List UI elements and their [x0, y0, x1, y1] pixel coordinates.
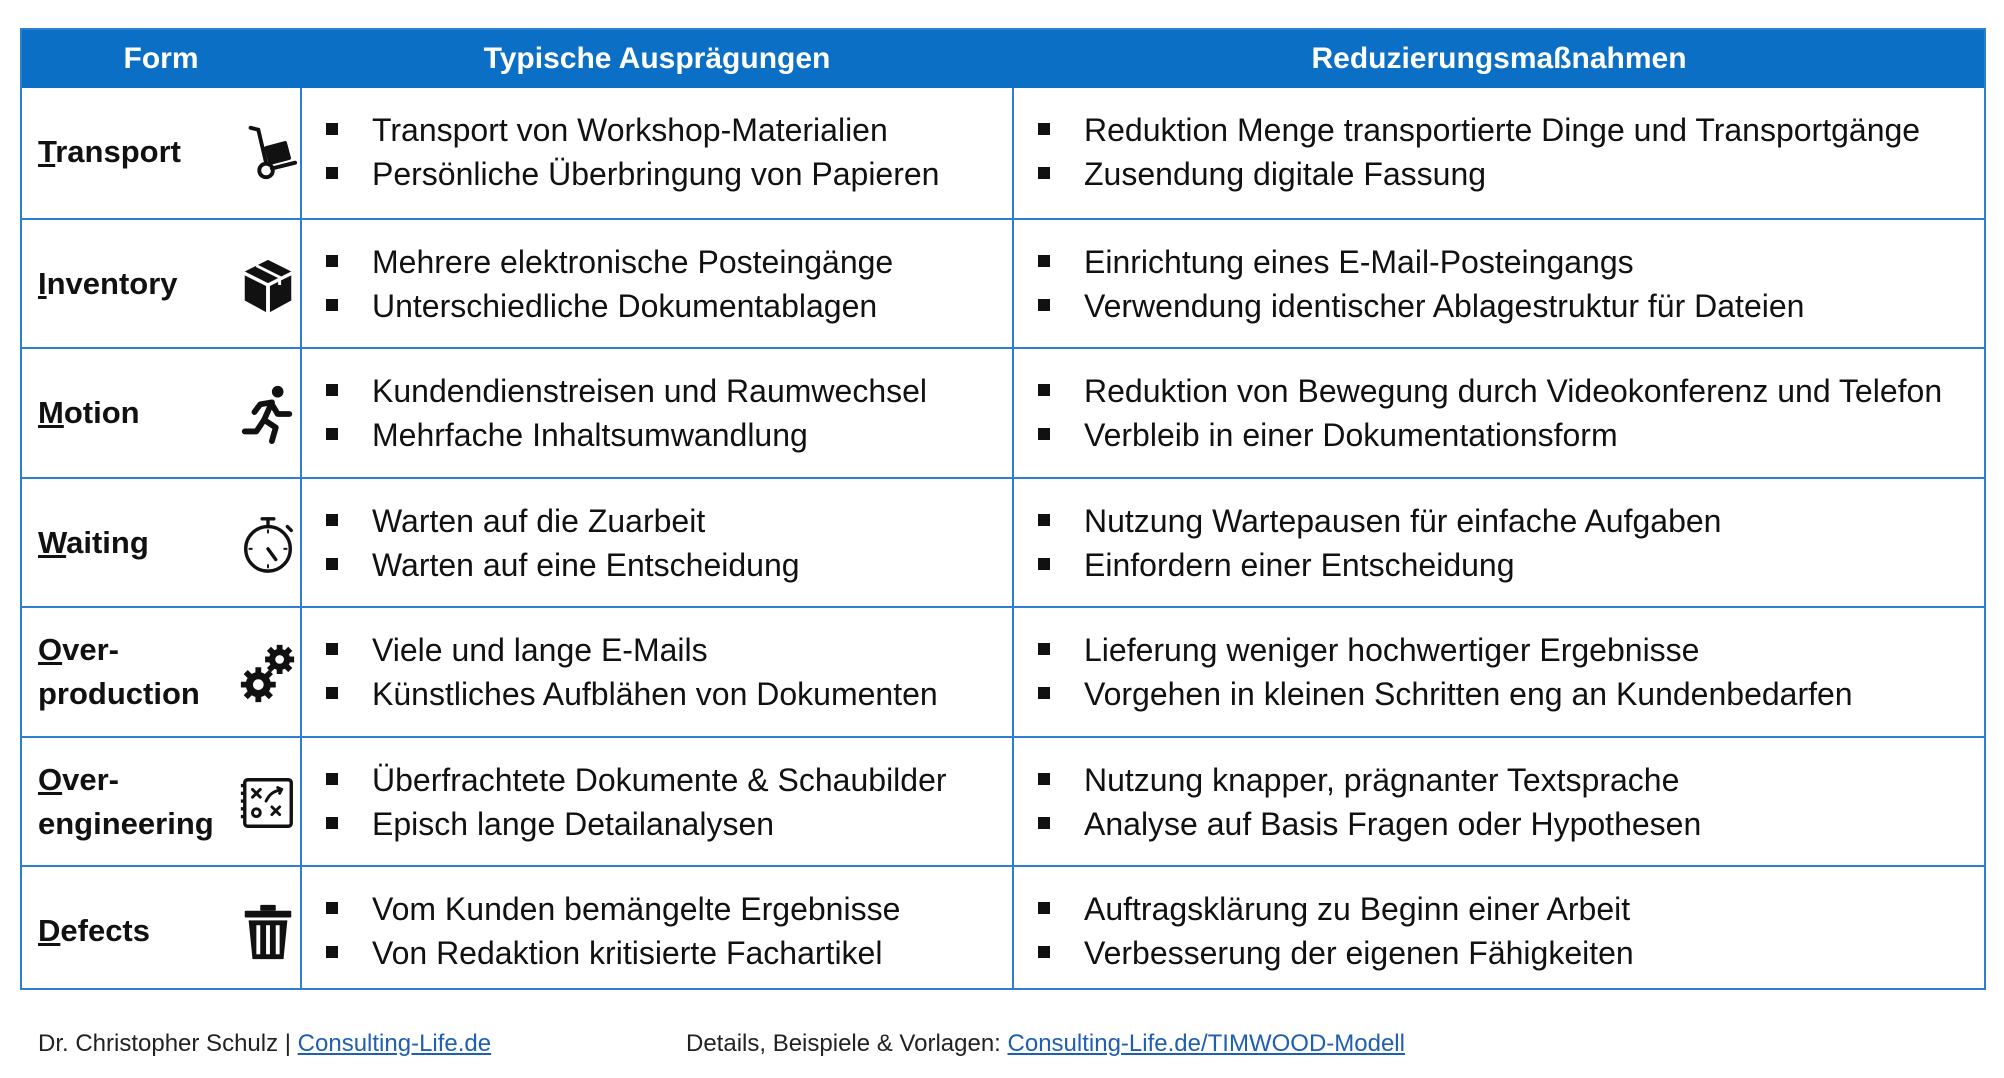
- measure-item: Nutzung Wartepausen für einfache Aufgaben: [1036, 499, 1721, 543]
- author-link[interactable]: Consulting-Life.de: [297, 1030, 492, 1057]
- typical-item: Persönliche Überbringung von Papieren: [324, 152, 939, 196]
- trash-can-icon: [237, 901, 299, 963]
- measures-cell: [1036, 108, 1920, 196]
- form-initial: T: [38, 134, 56, 169]
- form-initial: I: [38, 265, 47, 301]
- header-form: Form: [123, 42, 199, 75]
- measures-cell: [1036, 628, 1853, 716]
- typical-item: Mehrere elektronische Posteingänge: [324, 240, 893, 284]
- typical-item: Kundendienstreisen und Raumwechsel: [324, 369, 927, 413]
- measure-item: Analyse auf Basis Fragen oder Hypothesen: [1036, 802, 1701, 846]
- box-icon: [237, 254, 299, 316]
- typical-cell: [324, 758, 947, 846]
- strategy-board-icon: [237, 772, 299, 834]
- form-rest-line2: engineering: [38, 805, 214, 841]
- typical-item: Vom Kunden bemängelte Ergebnisse: [324, 887, 900, 931]
- typical-cell: [324, 240, 893, 328]
- form-rest: efects: [60, 913, 150, 948]
- typical-item: Mehrfache Inhaltsumwandlung: [324, 413, 927, 457]
- measure-item: Zusendung digitale Fassung: [1036, 152, 1920, 196]
- typical-item: Überfrachtete Dokumente & Schaubilder: [324, 758, 947, 802]
- form-initial: O: [38, 761, 63, 797]
- column-divider: [300, 88, 302, 988]
- typical-cell: [324, 499, 800, 587]
- table-row: [22, 88, 1984, 218]
- header-measures: Reduzierungsmaßnahmen: [1311, 42, 1687, 75]
- measure-item: Lieferung weniger hochwertiger Ergebnisse: [1036, 628, 1853, 672]
- measures-cell: [1036, 758, 1701, 846]
- measures-cell: [1036, 240, 1804, 328]
- table-row: [22, 865, 1984, 995]
- measure-item: Reduktion von Bewegung durch Videokonferenz und Telefon: [1036, 369, 1942, 413]
- table-row: [22, 218, 1984, 348]
- form-label: [38, 867, 238, 995]
- measure-item: Nutzung knapper, prägnanter Textsprache: [1036, 758, 1701, 802]
- form-rest-line2: production: [38, 676, 200, 711]
- form-rest: ver-: [62, 761, 119, 797]
- table-row: [22, 736, 1984, 866]
- form-label: [38, 738, 238, 866]
- typical-cell: [324, 628, 938, 716]
- typical-cell: [324, 887, 900, 975]
- measures-cell: [1036, 369, 1942, 457]
- typical-item: Warten auf eine Entscheidung: [324, 543, 800, 587]
- timwood-table: [20, 28, 1986, 990]
- form-label: [38, 349, 238, 477]
- footer-details: [686, 1030, 1405, 1058]
- form-initial: O: [38, 632, 63, 667]
- form-label: [38, 220, 238, 348]
- details-text: Details, Beispiele & Vorlagen:: [686, 1030, 1008, 1057]
- table-row: [22, 347, 1984, 477]
- form-label: [38, 479, 238, 607]
- typical-cell: [324, 369, 927, 457]
- measure-item: Einfordern einer Entscheidung: [1036, 543, 1721, 587]
- hand-truck-icon: [237, 122, 299, 184]
- form-label: [38, 608, 238, 736]
- measure-item: Verwendung identischer Ablagestruktur für Dateien: [1036, 284, 1804, 328]
- typical-item: Unterschiedliche Dokumentablagen: [324, 284, 893, 328]
- form-rest: ver-: [62, 632, 119, 667]
- form-rest: nventory: [46, 265, 178, 301]
- form-initial: D: [38, 913, 61, 948]
- stopwatch-icon: [237, 513, 299, 575]
- column-divider: [1012, 88, 1014, 988]
- typical-item: Warten auf die Zuarbeit: [324, 499, 800, 543]
- typical-item: Viele und lange E-Mails: [324, 628, 938, 672]
- author-text: Dr. Christopher Schulz |: [38, 1030, 298, 1057]
- measure-item: Vorgehen in kleinen Schritten eng an Kundenbedarfen: [1036, 672, 1853, 716]
- form-label: [38, 88, 238, 216]
- measures-cell: [1036, 887, 1634, 975]
- table-row: [22, 606, 1984, 736]
- form-rest: ransport: [55, 134, 181, 169]
- measure-item: Auftragsklärung zu Beginn einer Arbeit: [1036, 887, 1634, 931]
- measure-item: Reduktion Menge transportierte Dinge und Transportgänge: [1036, 108, 1920, 152]
- running-person-icon: [237, 383, 299, 445]
- typical-item: Transport von Workshop-Materialien: [324, 108, 939, 152]
- form-initial: M: [38, 395, 64, 430]
- measures-cell: [1036, 499, 1721, 587]
- table-row: [22, 477, 1984, 607]
- form-initial: W: [38, 524, 67, 560]
- typical-cell: [324, 108, 939, 196]
- measure-item: Verbesserung der eigenen Fähigkeiten: [1036, 931, 1634, 975]
- typical-item: Episch lange Detailanalysen: [324, 802, 947, 846]
- gears-icon: [237, 642, 299, 704]
- table-header: [22, 30, 1984, 88]
- form-rest: otion: [63, 395, 140, 430]
- form-rest: aiting: [66, 524, 149, 560]
- header-typical: Typische Ausprägungen: [483, 42, 831, 75]
- typical-item: Künstliches Aufblähen von Dokumenten: [324, 672, 938, 716]
- measure-item: Einrichtung eines E-Mail-Posteingangs: [1036, 240, 1804, 284]
- details-link[interactable]: Consulting-Life.de/TIMWOOD-Modell: [1007, 1030, 1405, 1057]
- footer-author: [38, 1030, 491, 1058]
- typical-item: Von Redaktion kritisierte Fachartikel: [324, 931, 900, 975]
- measure-item: Verbleib in einer Dokumentationsform: [1036, 413, 1942, 457]
